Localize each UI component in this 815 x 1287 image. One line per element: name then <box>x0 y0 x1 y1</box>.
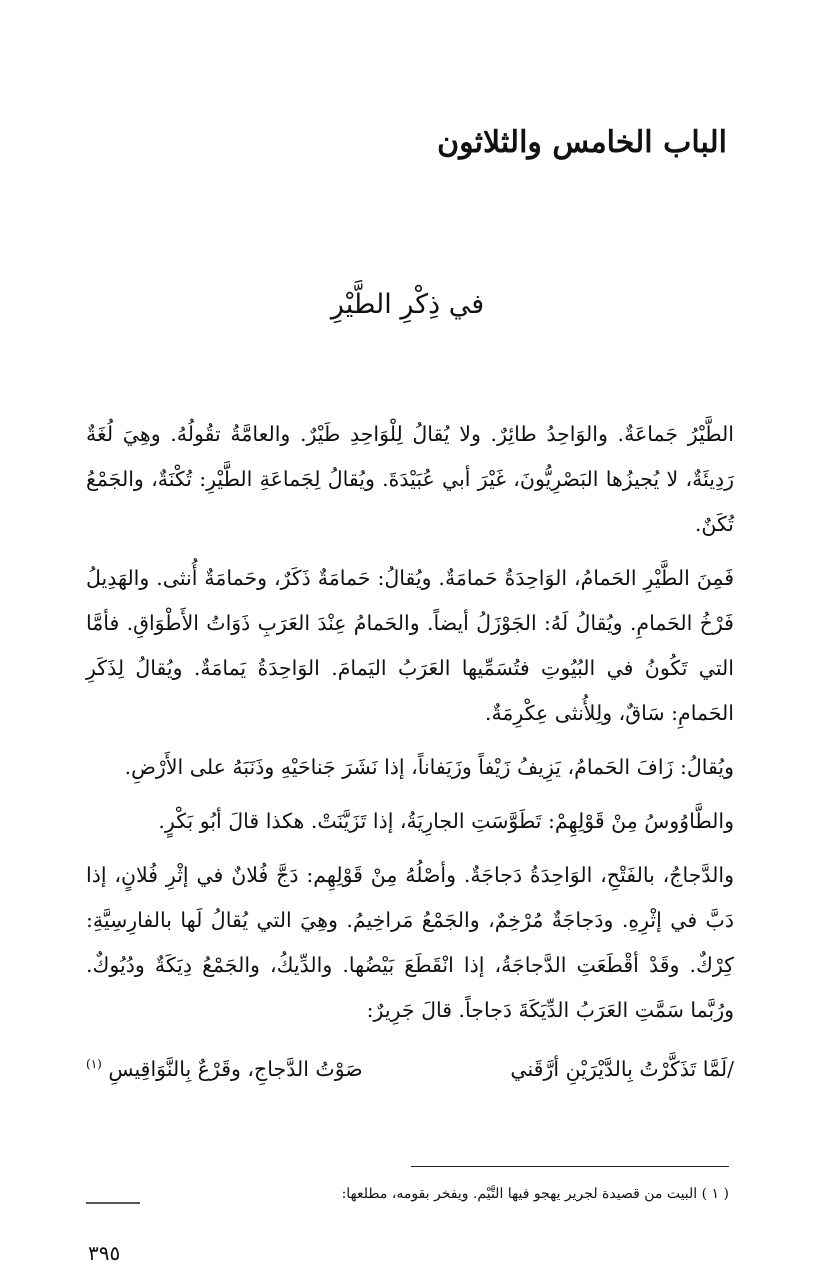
chapter-title: الباب الخامس والثلاثون <box>437 125 727 160</box>
margin-rule <box>86 1202 140 1204</box>
body-text <box>86 412 734 1092</box>
verse-second-hemistich-wrap <box>86 1042 363 1092</box>
poetry-verse <box>86 1042 734 1092</box>
section-title: في ذِكْرِ الطَّيْرِ <box>330 289 485 320</box>
paragraph-chickens: والدَّجاجُ، بالفَتْحِ، الوَاحِدَةُ دَجاجَةٌ. وأصْلُهُ مِنْ قَوْلِهِم: دَجَّ فُلانٌ في إثْرِ فُلانٍ، إذا دَبَّ في إثْرِهِ. ودَجاجَةٌ مُرْخِمٌ، والجَمْعُ مَراخِيمُ. وهِيَ التي يُقالُ لَها بالفارِسِيَّةِ: كِرْكٌ. وقَدْ أقْطَعَتِ الدَّجاجَةُ، إذا انْقَطَعَ بَيْضُها. والدِّيكُ، والجَمْعُ دِيَكَةٌ ودُيُوكٌ. ورُبَّما سَمَّتِ العَرَبُ الدِّيَكَةَ دَجاجاً. قالَ جَرِيرٌ: <box>86 863 734 1022</box>
footnote-divider <box>411 1166 729 1167</box>
footnote: ( ١ ) البيت من قصيدة لجرير يهجو فيها التَّيْم. ويفخر بقومه، مطلعها: <box>341 1186 729 1202</box>
paragraph-birds-collective: الطَّيْرُ جَماعَةٌ. والوَاحِدُ طائِرٌ. ولا يُقالُ لِلْوَاحِدِ طَيْرٌ. والعامَّةُ تقُولُهُ. وهِيَ لُغَةٌ رَدِيئَةٌ، لا يُجيزُها البَصْرِيُّونَ، غَيْرَ أبي عُبَيْدَةَ. ويُقالُ لِجَماعَةِ الطَّيْرِ: تُكْنَةٌ، والجَمْعُ تُكَنٌ. <box>86 422 734 536</box>
verse-first-hemistich: /لَمَّا تَذَكَّرْتُ بِالدَّيْرَيْنِ أرَّقَني <box>510 1056 734 1081</box>
verse-second-hemistich: صَوْتُ الدَّجاجِ، وقَرْعٌ بِالنَّوَاقِيسِ <box>108 1056 363 1081</box>
paragraph-pigeons: فَمِنَ الطَّيْرِ الحَمامُ، الوَاحِدَةُ حَمامَةٌ. ويُقالُ: حَمامَةٌ ذَكَرٌ، وحَمامَةٌ أُنثى. والهَدِيلُ فَرْخُ الحَمامِ. ويُقالُ لَهُ: الجَوْزَلُ أيضاً. والحَمامُ عِنْدَ العَرَبِ ذَوَاتُ الأَطْوَاقِ. فأمَّا التي تَكُونُ في البُيُوتِ فتُسَمِّيها العَرَبُ اليَمامَ. الوَاحِدَةُ يَمامَةٌ. ويُقالُ لِذَكَرِ الحَمامِ: سَاقٌ، ولِلأُنثى عِكْرِمَةٌ. <box>86 566 734 725</box>
footnote-marker: (١) <box>86 1057 102 1071</box>
paragraph-pigeon-cooing: ويُقالُ: زَافَ الحَمامُ، يَزِيفُ زَيْفاً وزَيَفاناً، إذا نَشَرَ جَناحَيْهِ وذَنَبَهُ على الأَرْضِ. <box>124 755 734 779</box>
page-number: ٣٩٥ <box>88 1241 121 1265</box>
paragraph-peacock: والطَّاوُوسُ مِنْ قَوْلِهِمْ: تَطَوَّسَتِ الجارِيَةُ، إذا تَزَيَّنَتْ. هكذا قالَ أبُو بَكْرٍ. <box>158 809 734 833</box>
